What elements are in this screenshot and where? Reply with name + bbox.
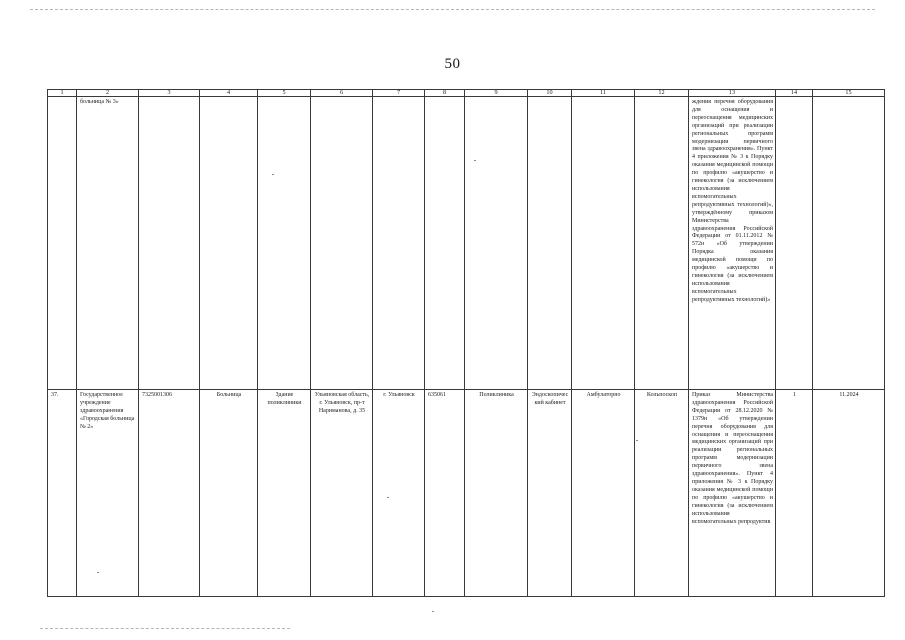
legal-basis-cell: ждения перечня оборудования для оснащения и переоснащения медицинских организаций при реализации региональных программ модернизации первичного звена здравоохранения». Пункт 4 приложения № 3 к Порядку оказания медицинской помощи по профилю «акушерство и гинекология (за исключением использования вспомогательных репродуктивных технологий)», утверждённому приказом Министерства здравоохранения Российской Федерации от 01.11.2012 № 572н «Об утверждении Порядка оказания медицинской помощи по профилю «акушерство и гинекология (за исключением использования вспомогательных репродуктивных технологий)» — [689, 97, 776, 390]
page-number: 50 — [444, 56, 461, 72]
address-cell — [311, 97, 373, 390]
column-number: 2 — [77, 90, 139, 97]
department-cell: Поликлиника — [465, 390, 528, 597]
org-type-cell — [200, 97, 258, 390]
column-number: 5 — [258, 90, 311, 97]
scan-speck — [272, 174, 274, 175]
row-number-cell: 37. — [48, 390, 77, 597]
building-cell: Здание поликлиники — [258, 390, 311, 597]
table-row — [48, 97, 885, 390]
scan-speck — [387, 497, 389, 498]
department-cell — [465, 97, 528, 390]
scan-speck — [636, 440, 638, 441]
postcode-cell — [425, 97, 465, 390]
row-number-cell — [48, 97, 77, 390]
column-number: 6 — [311, 90, 373, 97]
postcode-cell: 635061 — [425, 390, 465, 597]
column-number: 13 — [689, 90, 776, 97]
scan-speck — [432, 611, 434, 612]
column-number: 11 — [572, 90, 635, 97]
care-form-cell — [572, 97, 635, 390]
scan-speck — [97, 572, 99, 573]
room-cell — [528, 97, 572, 390]
quantity-cell — [776, 97, 813, 390]
column-number: 1 — [48, 90, 77, 97]
care-form-cell: Амбулаторно — [572, 390, 635, 597]
organization-cell: больница № 3» — [77, 97, 139, 390]
scan-speck — [474, 160, 476, 161]
city-cell — [373, 97, 425, 390]
inn-cell — [139, 97, 200, 390]
inn-cell: 7325001306 — [139, 390, 200, 597]
scan-edge-top — [30, 9, 875, 10]
column-number-row — [48, 90, 885, 97]
column-number: 3 — [139, 90, 200, 97]
legal-basis-cell: Приказ Министерства здравоохранения Российской Федерации от 28.12.2020 № 1379н «Об утверждении перечня оборудования для оснащения и переоснащения медицинских организаций при реализации региональных программ модернизации первичного звена здравоохранения». Пункт 4 приложения № 3 к Порядку оказания медицинской помощи по профилю «акушерство и гинекология (за исключением использования вспомогательных репродуктив — [689, 390, 776, 597]
scan-edge-bottom — [40, 628, 290, 629]
equipment-cell: Кольпоскоп — [635, 390, 689, 597]
quantity-cell: 1 — [776, 390, 813, 597]
organization-cell: Государственное учреждение здравоохранения «Городская больница № 2» — [77, 390, 139, 597]
equipment-table — [47, 89, 885, 597]
equipment-cell — [635, 97, 689, 390]
column-number: 15 — [813, 90, 885, 97]
org-type-cell: Больница — [200, 390, 258, 597]
date-cell: 11.2024 — [813, 390, 885, 597]
room-cell: Эндоскопический кабинет — [528, 390, 572, 597]
column-number: 9 — [465, 90, 528, 97]
table-row — [48, 390, 885, 597]
column-number: 7 — [373, 90, 425, 97]
column-number: 4 — [200, 90, 258, 97]
building-cell — [258, 97, 311, 390]
address-cell: Ульяновская область, г. Ульяновск, пр-т Нариманова, д. 35 — [311, 390, 373, 597]
column-number: 8 — [425, 90, 465, 97]
column-number: 10 — [528, 90, 572, 97]
column-number: 12 — [635, 90, 689, 97]
city-cell: г. Ульяновск — [373, 390, 425, 597]
column-number: 14 — [776, 90, 813, 97]
date-cell — [813, 97, 885, 390]
